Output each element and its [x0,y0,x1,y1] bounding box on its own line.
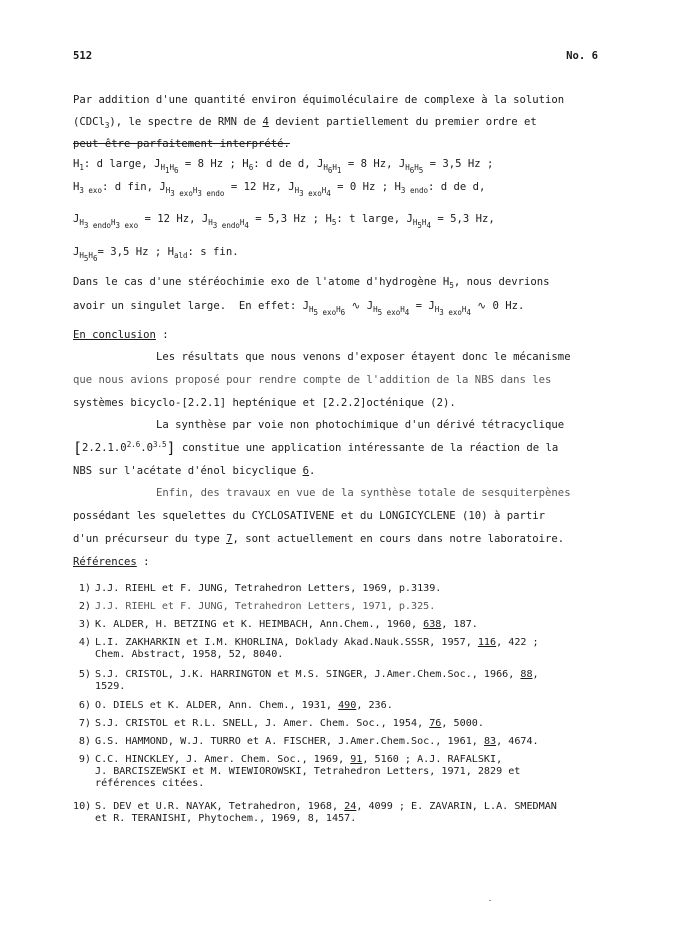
para3-line3: systèmes bicyclo-[2.2.1] hepténique et [2.2.2]octénique (2). [73,397,456,409]
journal-page: 512 No. 6 Par addition d'une quantité environ équimoléculaire de complexe à la solution (CDCl$_3$), le spectre de RMN de 4 devient partiellement du premier ordre et peut être parfaitement interprété. $H_1$: d large, $J_{H_1H_6} = 8$ Hz ; $H_6$: d de d, $J_{H_6H_1} = 8$ Hz, $J_{H_6H_5} = 3,5$ Hz ; $H_{3 exo}$: d fin, $J_{H_{3 exo}H_{3 endo}} = 12$ Hz, $J_{H_{3 exo}H_4} = 0$ Hz ; $H_{3 endo}$: d de d, $J_{H_{3 endo}H_{3 exo}} = 12$ Hz, $J_{H_{3 endo}H_4} = 5,3$ Hz ; $H_5$: t large, $J_{H_5H_4} = 5,3$ Hz, $J_{H_5H_6}= 3,5$ Hz ; $H_{ald}$: s fin. Dans le cas d'une stéréochimie exo de l'atome d'hydrogène $H_5$, nous devrions avoir un singulet large. En effet: $J_{H_{5 exo}H_6}$ ∿ $J_{H_{5 exo}H_4} = J_{H_{3 exo}H_4}$ ∿ 0 Hz. En conclusion : Les résultats que nous venons d'exposer étayent donc le mécanisme que nous avions proposé pour rendre compte de l'addition de la NBS dans les systèmes bicyclo-[2.2.1] hepténique et [2.2.2]octénique (2). La synthèse par voie non photochimique d'un dérivé tétracyclique $[2.2.1.0^{2.6}.0^{3.5}]$ constitue une application intéressante de la réaction de la NBS sur l'acétate d'énol bicyclique 6. Enfin, des travaux en vue de la synthèse totale de sesquiterpènes possédant les squelettes du CYCLOSATIVENE et du LONGICYCLENE (10) à partir d'un précurseur du type 7, sont actuellement en cours dans notre laboratoire. Références : 1) J.J. RIEHL et F. JUNG, Tetrahedron Letters, 1969, p.3139. 2) J.J. RIEHL et F. JUNG, Tetrahedron Letters, 1971, p.325. 3) K. ALDER, H. BETZING et K. HEIMBACH, Ann.Chem., 1960, 638, 187. 4) L.I. ZAKHARKIN et I.M. KHORLINA, Doklady Akad.Nauk.SSSR, 1957, 116, 422 ; Chem. Abstract, 1958, 52, 8040. 5) S.J. CRISTOL, J.K. HARRINGTON et M.S. SINGER, J.Amer.Chem.Soc., 1966, 88, 1529. 6) O. DIELS et K. ALDER, Ann. Chem., 1931, 490, 236. 7) S.J. CRISTOL et R.L. SNELL, J. Amer. Chem. Soc., 1954, 76, 5000. 8) G.S. HAMMOND, W.J. TURRO et A. FISCHER, J.Amer.Chem.Soc., 1961, 83, 4674. 9) C.C. HINCKLEY, J. Amer. Chem. Soc., 1969, 91, 5160 ; A.J. RAFALSKI, J. BARCISZEWSKI et M. WIEWIOROWSKI, Tetrahedron Letters, 1971, 2829 et références citées. 10) S. DEV et U.R. NAYAK, Tetrahedron, 1968, 24, 4099 ; E. ZAVARIN, L.A. SMEDMAN et R. TERANISHI, Phytochem., 1969, 8, 1457. [0,0,680,933]
nmr-line3: $J_{H_{3 endo}H_{3 exo}} = 12$ Hz, $J_{H_{3 endo}H_4} = 5,3$ Hz ; $H_5$: t large, $J_{H_5H_4} = 5,3$ Hz, [73,213,495,230]
compound-ref-6: 6 [302,465,309,477]
para4-line1: La synthèse par voie non photochimique d'un dérivé tétracyclique [156,419,565,431]
para1-line1: Par addition d'une quantité environ équimoléculaire de complexe à la solution [73,94,565,106]
page-number: 512 [73,50,93,62]
para1-line3: peut être parfaitement interprété. [73,138,290,150]
conclusion-heading: En conclusion : [73,329,169,341]
para4-line3: NBS sur l'acétate d'énol bicyclique 6. [73,465,316,477]
nmr-line1: $H_1$: d large, $J_{H_1H_6} = 8$ Hz ; $H_6$: d de d, $J_{H_6H_1} = 8$ Hz, $J_{H_6H_5} = 3,5$ Hz ; [73,158,494,175]
para3-line2: que nous avions proposé pour rendre compte de l'addition de la NBS dans les [73,374,552,386]
nmr-line2: $H_{3 exo}$: d fin, $J_{H_{3 exo}H_{3 endo}} = 12$ Hz, $J_{H_{3 exo}H_4} = 0$ Hz ; $H_{3 endo}$: d de d, [73,181,486,198]
issue-number: No. 6 [566,50,598,62]
para3-line1: Les résultats que nous venons d'exposer étayent donc le mécanisme [156,351,571,363]
para1-line2: (CDCl$_3$), le spectre de RMN de 4 devient partiellement du premier ordre et [73,116,537,130]
scan-speck [489,900,491,901]
para5-line1: Enfin, des travaux en vue de la synthèse totale de sesquiterpènes [156,487,571,499]
para5-line3: d'un précurseur du type 7, sont actuellement en cours dans notre laboratoire. [73,533,565,545]
para2-line1: Dans le cas d'une stéréochimie exo de l'atome d'hydrogène $H_5$, nous devrions [73,276,550,290]
nmr-line4: $J_{H_5H_6}= 3,5$ Hz ; $H_{ald}$: s fin. [73,246,239,263]
compound-ref-7: 7 [226,533,233,545]
para4-line2: $[2.2.1.0^{2.6}.0^{3.5}]$ constitue une application intéressante de la réaction de la [73,439,559,457]
para2-line2: avoir un singulet large. En effet: $J_{H_{5 exo}H_6}$ ∿ $J_{H_{5 exo}H_4} = J_{H_{3 exo}H_4}$ ∿ 0 Hz. [73,300,525,317]
references-heading: Références : [73,556,150,568]
para5-line2: possédant les squelettes du CYCLOSATIVENE et du LONGICYCLENE (10) à partir [73,510,545,522]
compound-ref-4: 4 [262,116,269,128]
